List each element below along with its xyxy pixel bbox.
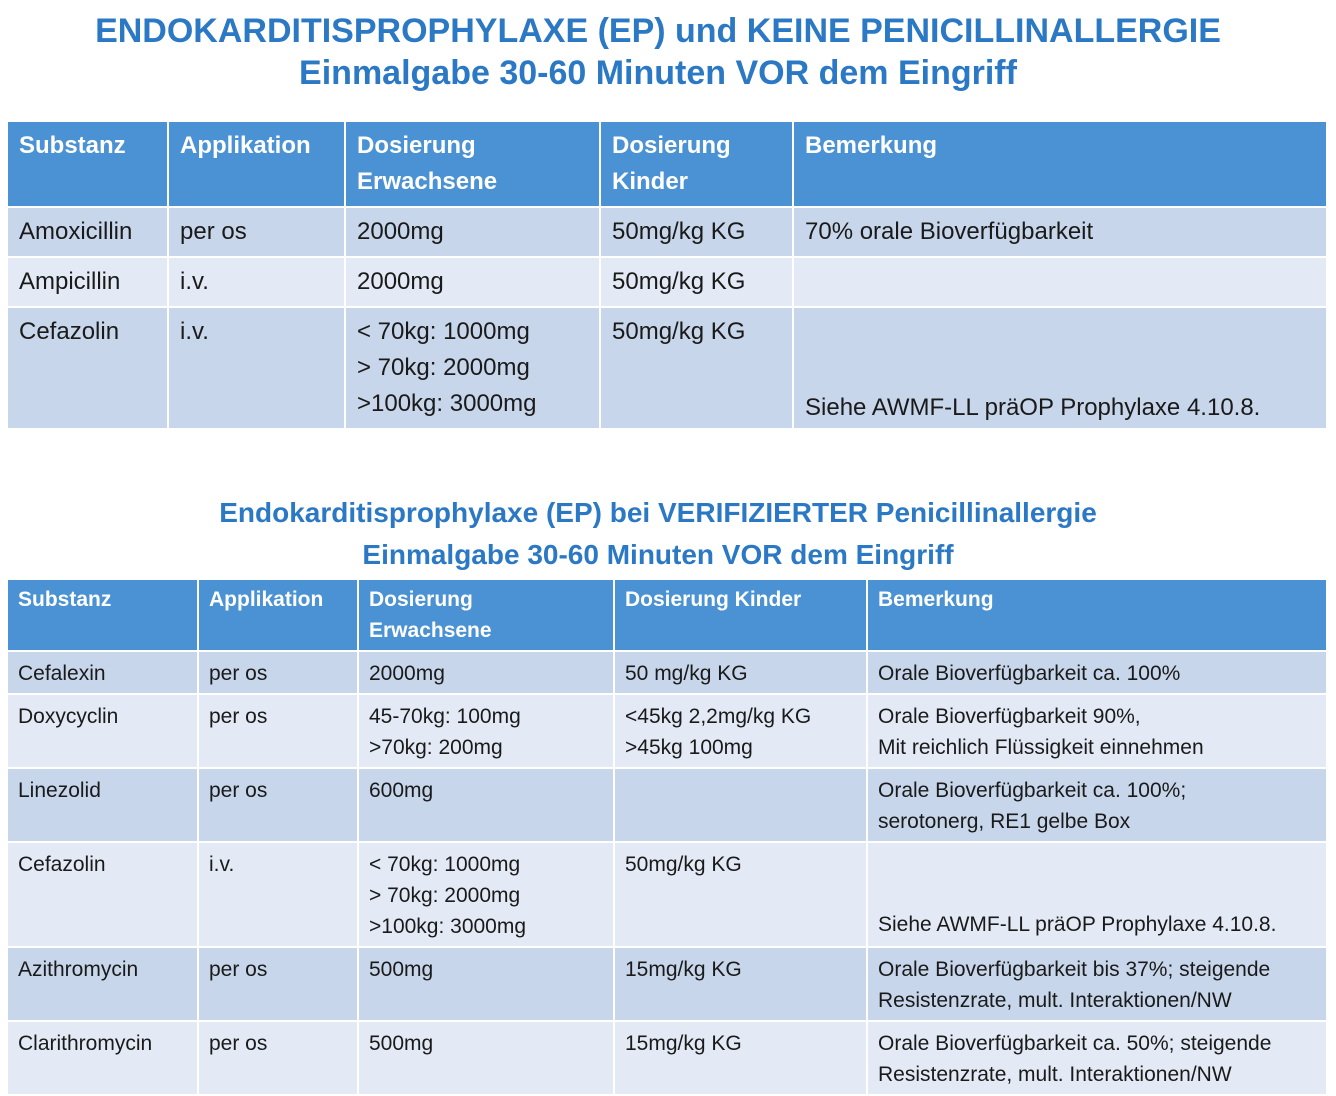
cell-bemerkung: Orale Bioverfügbarkeit 90%, Mit reichlich Flüssigkeit einnehmen <box>867 694 1326 768</box>
cell-dosierung-erwachsene: < 70kg: 1000mg > 70kg: 2000mg >100kg: 3000mg <box>345 307 600 429</box>
cell-dosierung-erwachsene: 2000mg <box>358 651 614 694</box>
table-row <box>8 842 1326 947</box>
cell-applikation: per os <box>198 1021 358 1095</box>
cell-substanz: Cefazolin <box>8 842 198 947</box>
cell-dosierung-kinder: 15mg/kg KG <box>614 1021 867 1095</box>
header-dosierung-kinder: Dosierung Kinder <box>614 580 867 651</box>
cell-dosierung-kinder: <45kg 2,2mg/kg KG >45kg 100mg <box>614 694 867 768</box>
cell-substanz: Clarithromycin <box>8 1021 198 1095</box>
cell-substanz: Cefalexin <box>8 651 198 694</box>
cell-bemerkung: Orale Bioverfügbarkeit ca. 100% <box>867 651 1326 694</box>
cell-applikation: per os <box>198 694 358 768</box>
table-row <box>8 947 1326 1021</box>
table-row <box>8 207 1326 257</box>
cell-bemerkung <box>793 307 1326 429</box>
cell-dosierung-erwachsene: 500mg <box>358 947 614 1021</box>
cell-applikation: i.v. <box>168 307 345 429</box>
table-row <box>8 257 1326 307</box>
cell-applikation: per os <box>198 651 358 694</box>
header-bemerkung: Bemerkung <box>793 122 1326 207</box>
cell-dosierung-kinder: 50mg/kg KG <box>600 207 793 257</box>
prophylaxis-table-penicillin-allergy <box>8 580 1326 1096</box>
bemerkung-text: Siehe AWMF-LL präOP Prophylaxe 4.10.8. <box>805 394 1261 421</box>
cell-substanz: Linezolid <box>8 768 198 842</box>
cell-applikation: per os <box>168 207 345 257</box>
cell-dosierung-kinder: 50 mg/kg KG <box>614 651 867 694</box>
bemerkung-text: Siehe AWMF-LL präOP Prophylaxe 4.10.8. <box>878 913 1277 936</box>
header-applikation: Applikation <box>168 122 345 207</box>
header-dosierung-erwachsene: Dosierung Erwachsene <box>345 122 600 207</box>
cell-dosierung-erwachsene: 2000mg <box>345 207 600 257</box>
section1-title-line1: ENDOKARDITISPROPHYLAXE (EP) und KEINE PENICILLINALLERGIE <box>95 12 1221 50</box>
cell-dosierung-kinder: 50mg/kg KG <box>614 842 867 947</box>
header-substanz: Substanz <box>8 122 168 207</box>
table-row <box>8 651 1326 694</box>
cell-applikation: i.v. <box>168 257 345 307</box>
table-header-row <box>8 122 1326 207</box>
section1-title <box>0 10 1316 94</box>
header-dosierung-kinder: Dosierung Kinder <box>600 122 793 207</box>
cell-dosierung-kinder: 50mg/kg KG <box>600 257 793 307</box>
cell-substanz: Azithromycin <box>8 947 198 1021</box>
header-dosierung-erwachsene: Dosierung Erwachsene <box>358 580 614 651</box>
cell-substanz: Cefazolin <box>8 307 168 429</box>
cell-applikation: per os <box>198 947 358 1021</box>
table-row <box>8 694 1326 768</box>
cell-bemerkung: Orale Bioverfügbarkeit ca. 50%; steigende Resistenzrate, mult. Interaktionen/NW <box>867 1021 1326 1095</box>
cell-bemerkung: Orale Bioverfügbarkeit bis 37%; steigende Resistenzrate, mult. Interaktionen/NW <box>867 947 1326 1021</box>
cell-substanz: Doxycyclin <box>8 694 198 768</box>
section2-title <box>0 492 1316 576</box>
cell-dosierung-erwachsene: < 70kg: 1000mg > 70kg: 2000mg >100kg: 3000mg <box>358 842 614 947</box>
cell-dosierung-kinder <box>614 768 867 842</box>
cell-substanz: Ampicillin <box>8 257 168 307</box>
table-header-row <box>8 580 1326 651</box>
section2-title-line2: Einmalgabe 30-60 Minuten VOR dem Eingriff <box>362 539 954 570</box>
prophylaxis-table-no-allergy <box>8 122 1326 430</box>
cell-bemerkung: Orale Bioverfügbarkeit ca. 100%; serotonerg, RE1 gelbe Box <box>867 768 1326 842</box>
table-row <box>8 1021 1326 1095</box>
cell-bemerkung: 70% orale Bioverfügbarkeit <box>793 207 1326 257</box>
header-applikation: Applikation <box>198 580 358 651</box>
header-bemerkung: Bemerkung <box>867 580 1326 651</box>
cell-bemerkung <box>867 842 1326 947</box>
cell-dosierung-erwachsene: 45-70kg: 100mg >70kg: 200mg <box>358 694 614 768</box>
cell-substanz: Amoxicillin <box>8 207 168 257</box>
cell-dosierung-erwachsene: 2000mg <box>345 257 600 307</box>
cell-applikation: i.v. <box>198 842 358 947</box>
table-row <box>8 307 1326 429</box>
cell-dosierung-erwachsene: 600mg <box>358 768 614 842</box>
cell-bemerkung <box>793 257 1326 307</box>
cell-dosierung-kinder: 15mg/kg KG <box>614 947 867 1021</box>
section1-title-line2: Einmalgabe 30-60 Minuten VOR dem Eingriff <box>299 54 1017 92</box>
cell-dosierung-kinder: 50mg/kg KG <box>600 307 793 429</box>
cell-dosierung-erwachsene: 500mg <box>358 1021 614 1095</box>
cell-applikation: per os <box>198 768 358 842</box>
section2-title-line1: Endokarditisprophylaxe (EP) bei VERIFIZIERTER Penicillinallergie <box>219 497 1097 528</box>
table-row <box>8 768 1326 842</box>
header-substanz: Substanz <box>8 580 198 651</box>
